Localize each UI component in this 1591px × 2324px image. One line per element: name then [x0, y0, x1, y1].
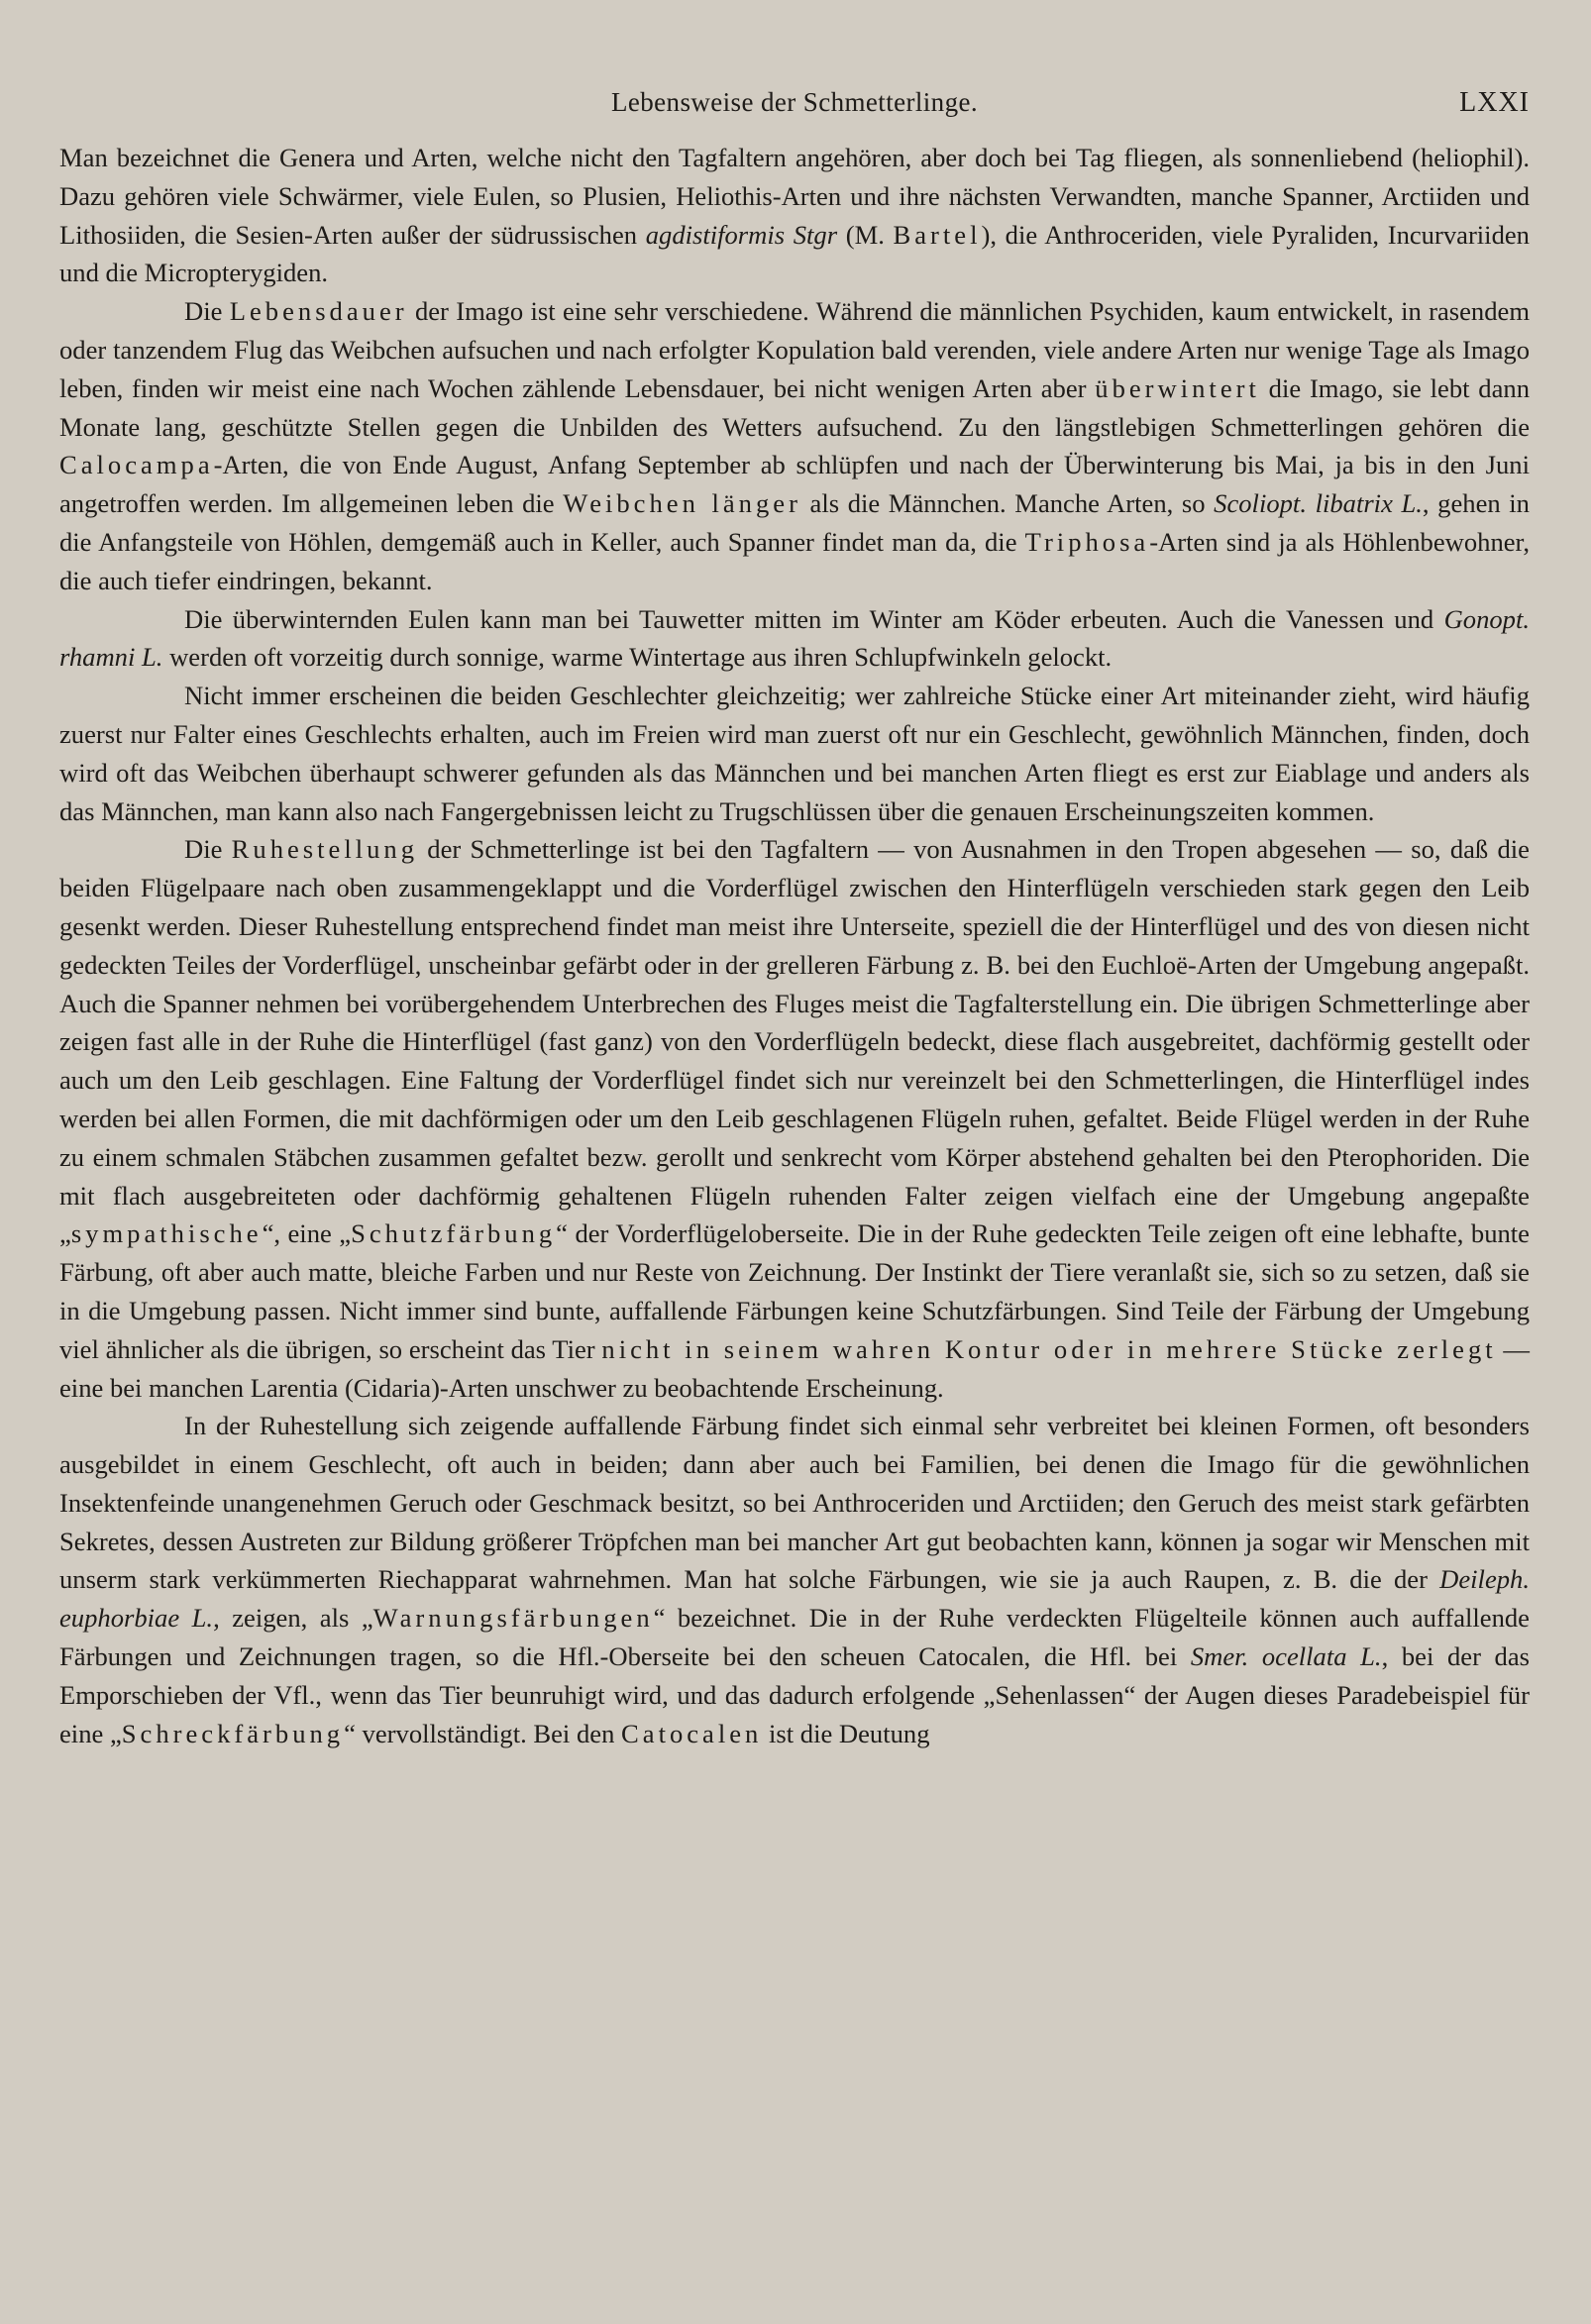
italic-term: Gonopt. rhamni L.	[59, 603, 1530, 673]
italic-term: Smer. ocellata L.	[1190, 1641, 1382, 1672]
text-run: “ der Vorderflügeloberseite. Die in der Ruhe gedeckten Teile zeigen oft eine lebhafte, bunte Färbung, oft aber auch matte, bleiche Farben und nur Reste von Zeichnung. Der Instinkt der Tiere veranlaßt sie, sich so zu setzen, daß sie in die Umgebung passen. Nicht immer sind bunte, auffallende Färbungen keine Schutzfärbungen. Sind Teile der Färbung der Umgebung viel ähnlicher als die übrigen, so erscheint das Tier	[59, 1218, 1530, 1364]
spaced-emphasis: überwintert	[1095, 372, 1260, 403]
spaced-emphasis: nicht in seinem wahren Kontur oder in mehrere Stücke zerlegt	[601, 1333, 1497, 1364]
running-title: Lebensweise der Schmetterlinge.	[610, 87, 979, 117]
text-run: werden oft vorzeitig durch sonnige, warme Wintertage aus ihren Schlupfwinkeln gelockt.	[162, 642, 1113, 673]
text-run: “ bezeichnet. Die in der Ruhe verdeckten Flügelteile können auch auffallende Färbungen und Zeichnungen tragen, so die Hfl.-Oberseite bei den scheuen Catocalen, die Hfl. bei	[59, 1603, 1530, 1672]
paragraph	[59, 830, 1530, 1407]
spaced-emphasis: Schutzfärbung	[351, 1218, 557, 1249]
text-run: Die	[184, 834, 232, 865]
spaced-emphasis: Calocampa	[59, 450, 214, 480]
page-number: LXXI	[1459, 87, 1530, 118]
paragraph	[59, 1407, 1530, 1752]
text-run: — eine bei manchen Larentia (Cidaria)-Arten unschwer zu beobachtende Erscheinung.	[59, 1333, 1530, 1403]
italic-term: agdistiformis Stgr	[645, 219, 838, 250]
text-run: “, eine „	[262, 1218, 352, 1249]
running-head	[59, 87, 1530, 139]
paragraph	[59, 677, 1530, 830]
spaced-emphasis: Warnungsfärbungen	[372, 1603, 654, 1634]
spaced-emphasis: Catocalen	[621, 1718, 763, 1748]
text-run: Die überwinternden Eulen kann man bei Tauwetter mitten im Winter am Köder erbeuten. Auch die Vanessen und	[184, 603, 1444, 634]
text-run: ), die Anthroceriden, viele Pyraliden, Incurvariiden und die Micropterygiden.	[59, 219, 1530, 288]
paragraph	[59, 292, 1530, 599]
italic-term: Scoliopt. libatrix L.	[1214, 488, 1423, 519]
text-run: ist die Deutung	[762, 1718, 930, 1748]
text-run: , bei der das Emporschieben der Vfl., wenn das Tier beunruhigt wird, und das dadurch erfolgende „Sehenlassen“ der Augen dieses Paradebeispiel für eine „	[59, 1641, 1530, 1748]
text-run: der Schmetterlinge ist bei den Tagfaltern — von Ausnahmen in den Tropen abgesehen — so, daß die beiden Flügelpaare nach oben zusammengeklappt und die Vorderflügel zwischen den Hinterflügeln verschieden stark gegen den Leib gesenkt werden. Dieser Ruhestellung entsprechend findet man meist ihre Unterseite, speziell die der Hinterflügel und des von diesen nicht gedeckten Teiles der Vorderflügel, unscheinbar gefärbt oder in der grelleren Färbung z. B. bei den Euchloë-Arten der Umgebung angepaßt. Auch die Spanner nehmen bei vorübergehendem Unterbrechen des Fluges meist die Tagfalterstellung ein. Die übrigen Schmetterlinge aber zeigen fast alle in der Ruhe die Hinterflügel (fast ganz) von den Vorderflügeln bedeckt, diese flach ausgebreitet, dachförmig gestellt oder auch um den Leib geschlagen. Eine Faltung der Vorderflügel findet sich nur vereinzelt bei den Schmetterlingen, die Hinterflügel indes werden bei allen Formen, die mit dachförmigen oder um den Leib geschlagenen Flügeln ruhen, gefaltet. Beide Flügel werden in der Ruhe zu einem schmalen Stäbchen zusammen gefaltet bezw. gerollt und senkrecht vom Körper abstehend gehalten bei den Pterophoriden. Die mit flach ausgebreiteten oder dachförmig gehaltenen Flügeln ruhenden Falter zeigen vielfach eine der Umgebung angepaßte „	[59, 834, 1530, 1249]
italic-term: Deileph. euphorbiae L.	[59, 1564, 1530, 1634]
text-run: als die Männchen. Manche Arten, so	[800, 488, 1215, 519]
text-run: Nicht immer erscheinen die beiden Geschlechter gleichzeitig; wer zahlreiche Stücke einer Art miteinander zieht, wird häufig zuerst nur Falter eines Geschlechts erhalten, auch im Freien wird man zuerst oft nur ein Geschlecht, gewöhnlich Männchen, finden, doch wird oft das Weibchen überhaupt schwerer gefunden als das Männchen und bei manchen Arten fliegt es erst zur Eiablage und anders als das Männchen, man kann also nach Fangergebnissen leicht zu Trugschlüssen über die genauen Erscheinungszeiten kommen.	[59, 681, 1530, 826]
spaced-emphasis: Ruhestellung	[231, 834, 419, 865]
spaced-emphasis: Triphosa	[1024, 526, 1150, 557]
text-run: , gehen in die Anfangsteile von Höhlen, demgemäß auch in Keller, auch Spanner findet man da, die	[59, 488, 1530, 557]
spaced-emphasis: Weibchen länger	[563, 488, 801, 519]
paragraph	[59, 139, 1530, 292]
spaced-emphasis: Lebensdauer	[229, 296, 408, 327]
text-run: der Imago ist eine sehr verschiedene. Während die männlichen Psychiden, kaum entwickelt, in rasendem oder tanzendem Flug das Weibchen aufsuchen und nach erfolgter Kopulation bald verenden, viele andere Arten nur wenige Tage als Imago leben, finden wir meist eine nach Wochen zählende Lebensdauer, bei nicht wenigen Arten aber	[59, 296, 1531, 403]
body-text	[59, 139, 1530, 1752]
text-run: , zeigen, als „	[213, 1603, 373, 1634]
text-run: -Arten, die von Ende August, Anfang September ab schlüpfen und nach der Überwinterung bis Mai, ja bis in den Juni angetroffen werden. Im allgemeinen leben die	[59, 450, 1530, 519]
text-run: “ vervollständigt. Bei den	[344, 1718, 622, 1748]
text-run: -Arten sind ja als Höhlenbewohner, die auch tiefer eindringen, bekannt.	[59, 526, 1530, 595]
text-run: (M.	[837, 219, 894, 250]
spaced-emphasis: Bartel	[893, 219, 982, 250]
text-run: In der Ruhestellung sich zeigende auffallende Färbung findet sich einmal sehr verbreitet bei kleinen Formen, oft besonders ausgebildet in einem Geschlecht, oft auch in beiden; dann aber auch bei Familien, bei denen die Imago für die gewöhnlichen Insektenfeinde unangenehmen Geruch oder Geschmack besitzt, so bei Anthroceriden und Arctiiden; den Geruch des meist stark gefärbten Sekretes, dessen Austreten zur Bildung größerer Tröpfchen man bei mancher Art gut beobachten kann, können ja sogar wir Menschen mit unserm stark verkümmerten Riechapparat wahrnehmen. Man hat solche Färbungen, wie sie ja auch Raupen, z. B. die der	[59, 1411, 1530, 1595]
text-run: Man bezeichnet die Genera und Arten, welche nicht den Tagfaltern angehören, aber doch bei Tag fliegen, als sonnenliebend (heliophil). Dazu gehören viele Schwärmer, viele Eulen, so Plusien, Heliothis-Arten und ihre nächsten Verwandten, manche Spanner, Arctiiden und Lithosiiden, die Sesien-Arten außer der südrussischen	[59, 143, 1530, 250]
text-run: die Imago, sie lebt dann Monate lang, geschützte Stellen gegen die Unbilden des Wetters aufsuchend. Zu den längstlebigen Schmetterlingen gehören die	[59, 372, 1531, 442]
text-run: Die	[184, 296, 230, 327]
spaced-emphasis: sympathische	[70, 1218, 263, 1249]
spaced-emphasis: Schreckfärbung	[121, 1718, 345, 1748]
paragraph	[59, 600, 1530, 678]
